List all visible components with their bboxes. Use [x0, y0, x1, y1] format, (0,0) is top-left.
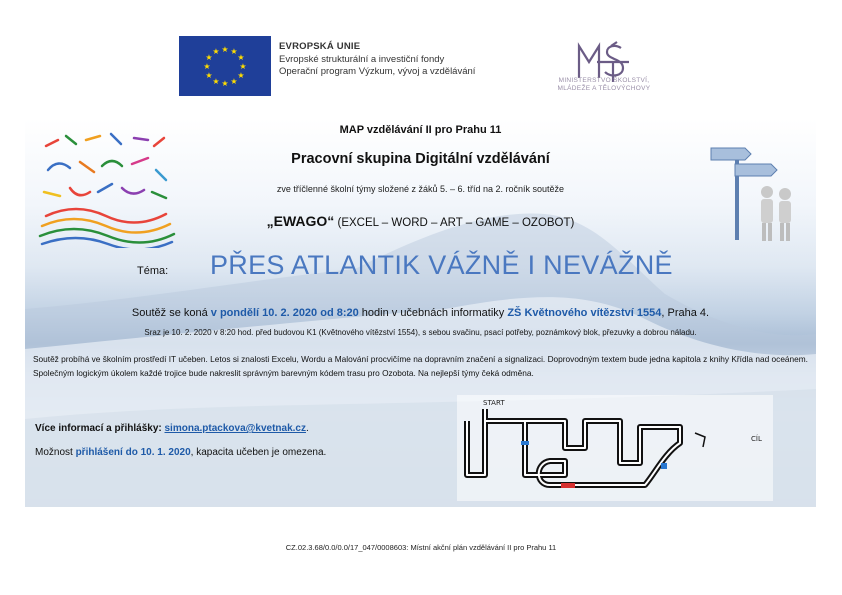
- ozobot-track-drawing: [455, 393, 775, 503]
- event-date-mid: hodin v učebnách informatiky: [358, 307, 508, 319]
- eu-stars-icon: [179, 36, 271, 96]
- svg-text:★: ★: [230, 47, 238, 56]
- track-end-label: CÍL: [751, 435, 762, 443]
- event-date-prefix: Soutěž se koná: [131, 307, 211, 319]
- deadline-prefix: Možnost: [35, 447, 76, 458]
- more-info-line: [35, 423, 309, 434]
- event-date-suffix: , Praha 4.: [661, 307, 710, 319]
- competition-title: „EWAGO“: [266, 213, 335, 229]
- deadline-suffix: , kapacita učeben je omezena.: [190, 447, 327, 458]
- more-info-end: .: [305, 423, 309, 434]
- eu-line-1: EVROPSKÁ UNIE: [279, 41, 361, 52]
- competition-subtitle: (EXCEL – WORD – ART – GAME – OZOBOT): [334, 217, 575, 229]
- event-date-text: [25, 307, 816, 319]
- competition-description: Soutěž probíhá ve školním prostředí IT učeben. Letos si znalosti Excelu, Wordu a Malování procvičíme na dopravním značení a signalizaci. Doprovodným textem bude jedna kapitola z knihy Křídla nad oceánem. Společným logickým úkolem každé trojice bude nakreslit správným barevným kódem trasu pro Ozobota. Na nejlepší týmy čeká odměna.: [33, 354, 808, 379]
- svg-text:★: ★: [205, 71, 213, 80]
- msmt-logo-text: [545, 77, 663, 93]
- more-info-label: Více informací a přihlášky:: [35, 423, 165, 434]
- invitation-text: zve tříčlenné školní týmy složené z žáků 5. – 6. tříd na 2. ročník soutěže: [276, 184, 565, 194]
- event-date: v pondělí 10. 2. 2020 od 8:20: [210, 307, 359, 319]
- msmt-line-2: MLÁDEŽE A TĚLOVÝCHOVY: [557, 85, 651, 92]
- track-start-label: START: [483, 399, 505, 407]
- svg-text:★: ★: [221, 45, 229, 54]
- svg-text:★: ★: [212, 77, 220, 86]
- deadline-date: přihlášení do 10. 1. 2020: [75, 447, 191, 458]
- svg-text:★: ★: [237, 71, 245, 80]
- svg-text:★: ★: [237, 53, 245, 62]
- competition-name: [25, 213, 816, 229]
- meeting-info: Sraz je 10. 2. 2020 v 8:20 hod. před budovou K1 (Květnového vítězství 1554), s sebou svačinu, psací potřeby, poznámkový blok, přezuvky a dobrou náladu.: [144, 328, 697, 337]
- theme-title: PŘES ATLANTIK VÁŽNĚ I NEVÁŽNĚ: [210, 250, 673, 280]
- svg-text:★: ★: [205, 53, 213, 62]
- svg-text:★: ★: [239, 62, 247, 71]
- working-group-title: Pracovní skupina Digitální vzdělávání: [291, 151, 550, 167]
- svg-text:★: ★: [221, 79, 229, 88]
- project-footer: CZ.02.3.68/0.0/0.0/17_047/0008603: Místní akční plán vzdělávání II pro Prahu 11: [285, 543, 557, 552]
- event-school: ZŠ Květnového vítězství 1554: [507, 307, 662, 319]
- map-title: MAP vzdělávání II pro Prahu 11: [339, 124, 502, 136]
- msmt-line-1: MINISTERSTVO ŠKOLSTVÍ,: [558, 77, 650, 84]
- svg-text:★: ★: [230, 77, 238, 86]
- eu-line-2: Evropské strukturální a investiční fondy: [279, 53, 445, 65]
- theme-label: Téma:: [137, 265, 169, 277]
- eu-logo-text: [279, 41, 475, 79]
- eu-line-3: Operační program Výzkum, vývoj a vzdělávání: [279, 66, 476, 77]
- contact-email-link[interactable]: simona.ptackova@kvetnak.cz: [164, 423, 306, 434]
- eu-flag-logo: [179, 36, 271, 96]
- svg-text:★: ★: [212, 47, 220, 56]
- registration-deadline: [35, 447, 326, 458]
- svg-text:★: ★: [203, 62, 211, 71]
